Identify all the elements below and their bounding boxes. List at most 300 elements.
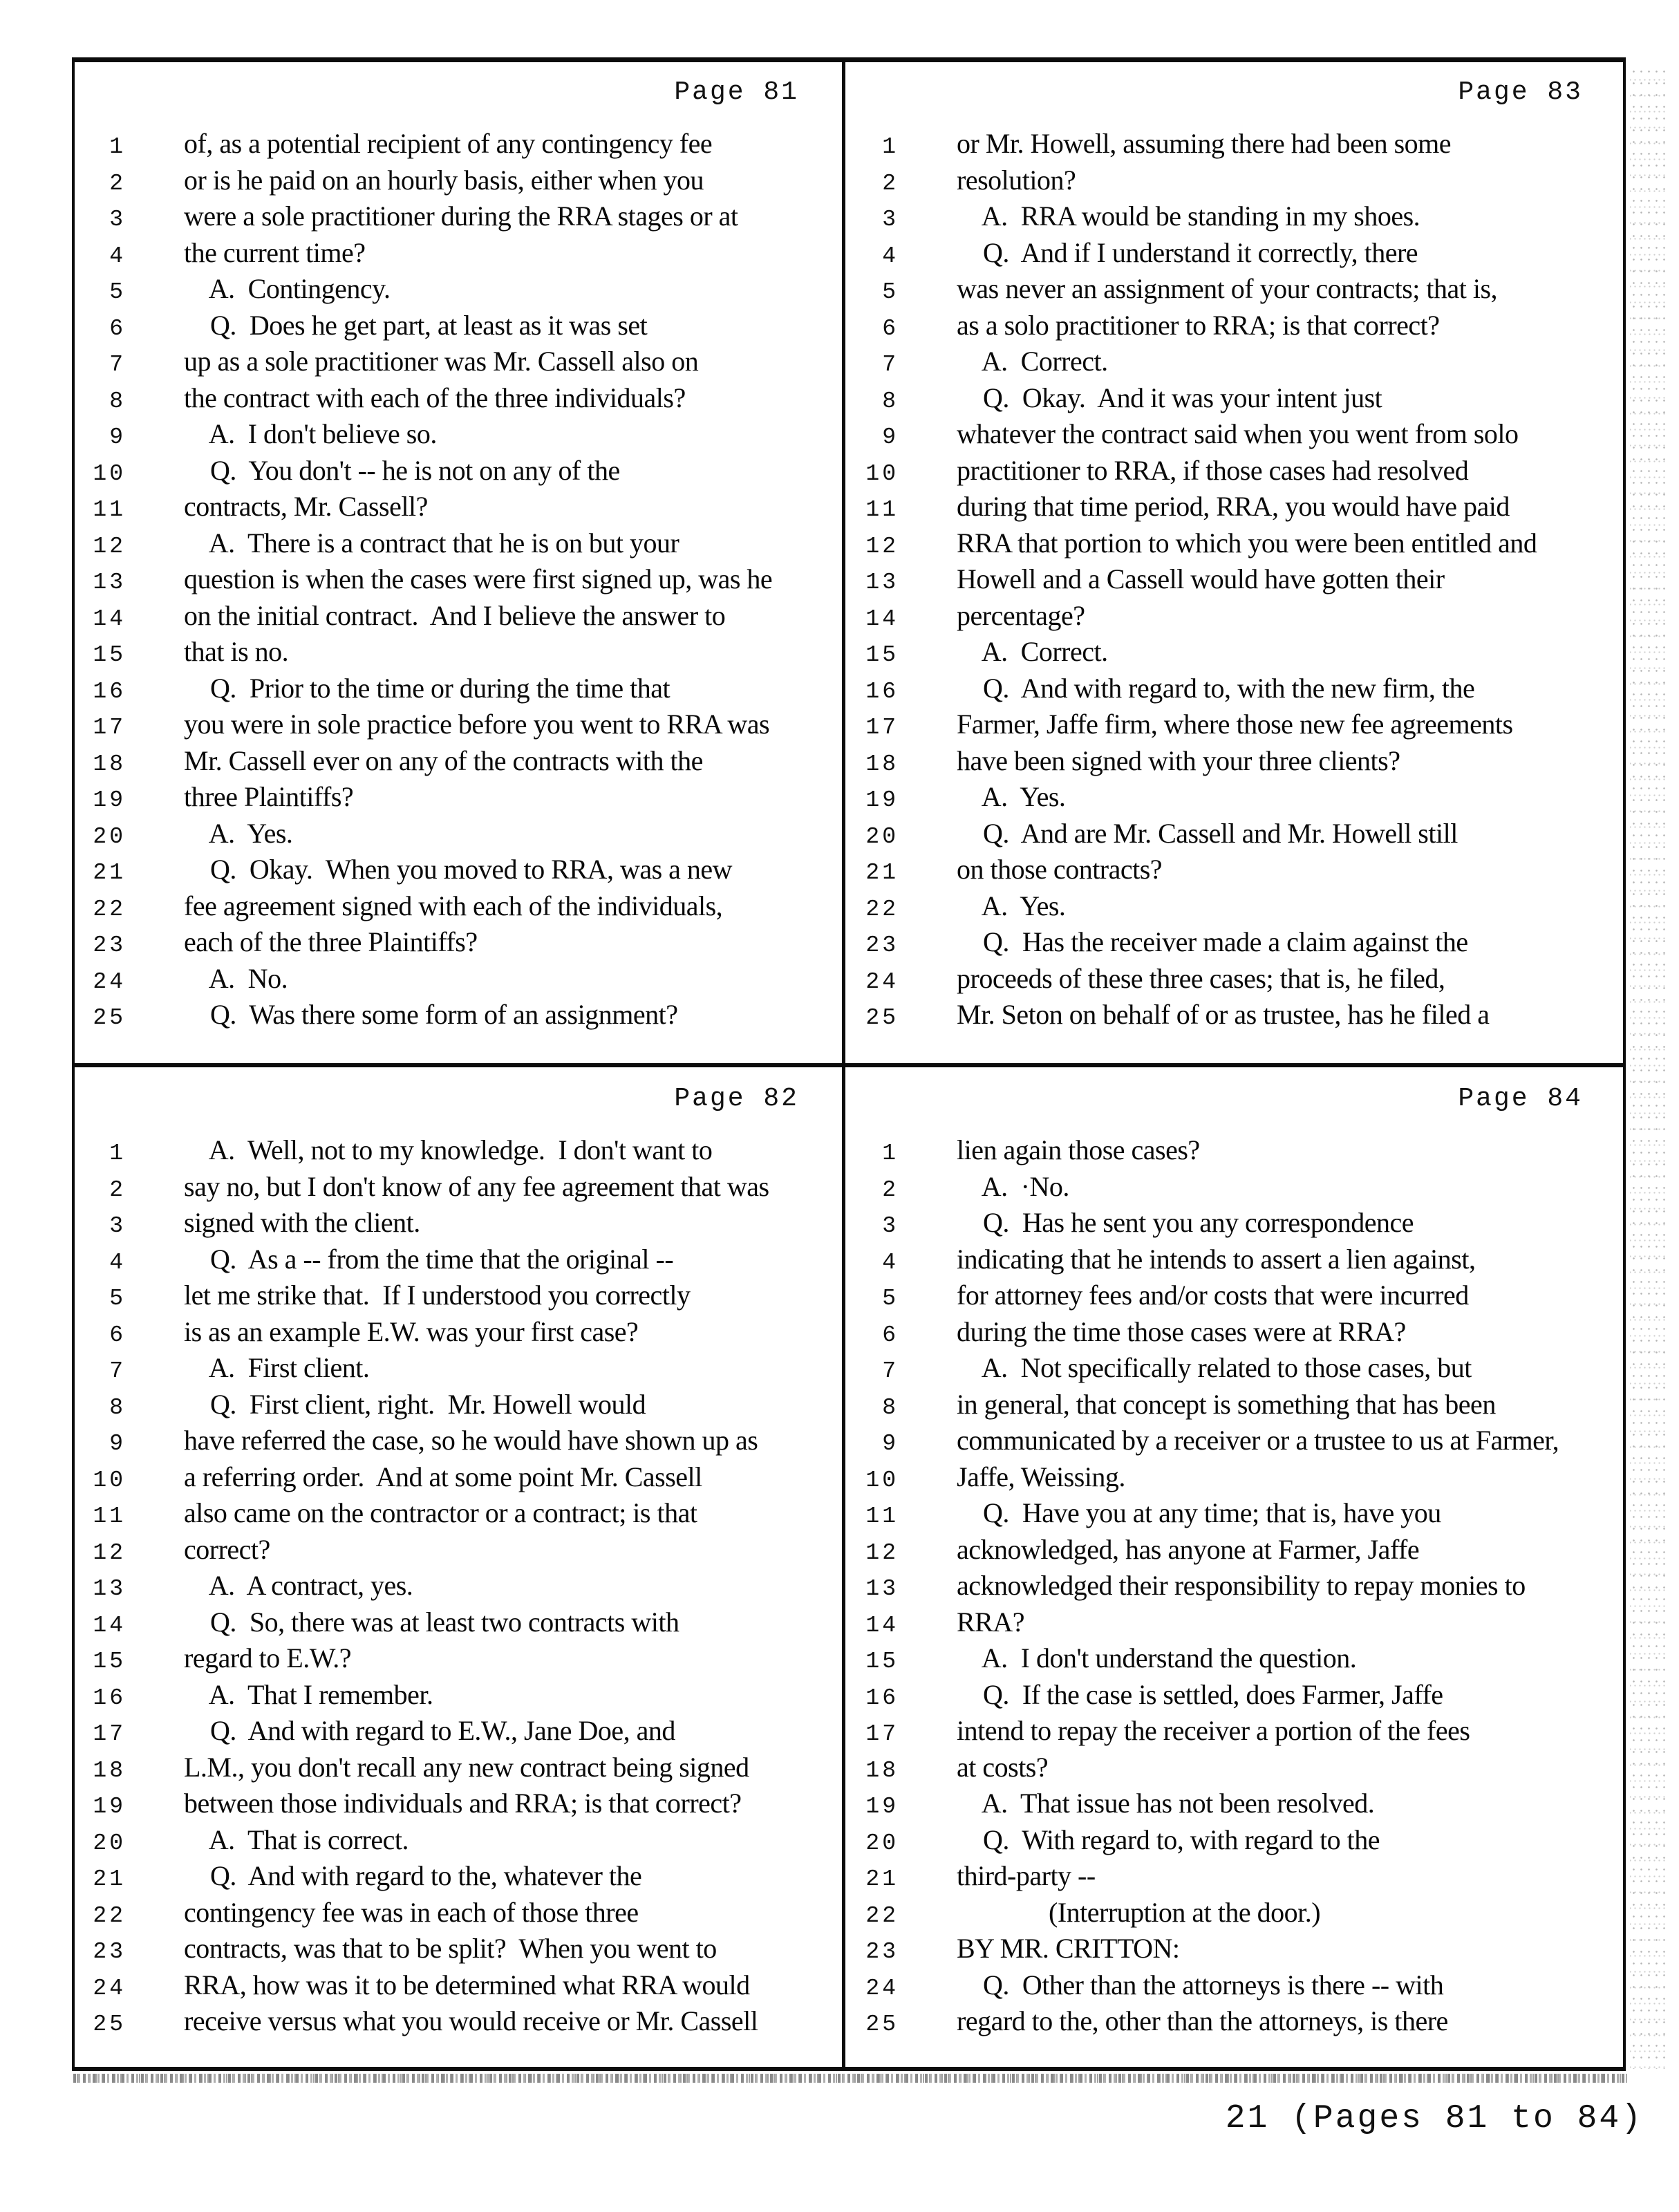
transcript-line bbox=[847, 1350, 1623, 1387]
line-text: of, as a potential recipient of any contingency fee bbox=[184, 128, 713, 159]
line-text: the contract with each of the three individuals? bbox=[184, 382, 686, 413]
line-text: or is he paid on an hourly basis, either when you bbox=[184, 164, 704, 196]
line-text: Q. Was there some form of an assignment? bbox=[184, 999, 678, 1030]
line-number: 12 bbox=[865, 1539, 899, 1566]
line-number: 14 bbox=[93, 1612, 126, 1638]
line-number: 9 bbox=[882, 424, 899, 450]
transcript-line bbox=[75, 1713, 839, 1750]
line-text: is as an example E.W. was your first case? bbox=[184, 1315, 639, 1347]
transcript-line bbox=[75, 1677, 839, 1714]
transcript-line bbox=[847, 271, 1623, 308]
line-number: 2 bbox=[109, 170, 126, 196]
transcript-line bbox=[847, 924, 1623, 961]
page-header: Page 82 bbox=[674, 1084, 799, 1114]
line-number: 5 bbox=[109, 279, 126, 305]
line-number: 21 bbox=[93, 860, 126, 885]
transcript-line bbox=[847, 1495, 1623, 1532]
transcript-line bbox=[847, 416, 1623, 453]
transcript-line bbox=[847, 634, 1623, 671]
line-number: 20 bbox=[865, 1830, 899, 1856]
transcript-line bbox=[847, 1314, 1623, 1351]
page-lines bbox=[75, 126, 839, 1033]
transcript-line bbox=[75, 1169, 839, 1206]
line-number: 6 bbox=[882, 315, 899, 341]
line-number: 17 bbox=[93, 715, 126, 740]
line-number: 24 bbox=[865, 968, 899, 995]
line-text: Q. Other than the attorneys is there -- with bbox=[957, 1969, 1444, 2000]
transcript-line bbox=[847, 1169, 1623, 1206]
transcript-line bbox=[75, 1459, 839, 1496]
line-number: 4 bbox=[109, 1249, 126, 1275]
transcript-line bbox=[847, 997, 1623, 1033]
line-number: 20 bbox=[93, 1830, 126, 1856]
line-text: three Plaintiffs? bbox=[184, 781, 354, 812]
page-lines bbox=[75, 1132, 839, 2040]
page-header: Page 84 bbox=[1458, 1084, 1583, 1114]
line-number: 17 bbox=[865, 1721, 899, 1747]
line-number: 13 bbox=[865, 570, 899, 595]
line-number: 10 bbox=[93, 1467, 126, 1493]
line-number: 18 bbox=[93, 1757, 126, 1783]
line-text: on those contracts? bbox=[957, 854, 1163, 885]
transcript-line bbox=[847, 489, 1623, 525]
line-text: Q. Does he get part, at least as it was set bbox=[184, 309, 648, 341]
line-text: (Interruption at the door.) bbox=[957, 1896, 1321, 1928]
line-number: 2 bbox=[882, 1177, 899, 1203]
transcript-line bbox=[847, 1132, 1623, 1169]
transcript-line bbox=[847, 1931, 1623, 1967]
line-number: 10 bbox=[865, 460, 899, 487]
line-number: 20 bbox=[865, 823, 899, 850]
transcript-line bbox=[847, 671, 1623, 707]
line-text: contracts, was that to be split? When you went to bbox=[184, 1933, 717, 1964]
transcript-line bbox=[847, 1750, 1623, 1786]
line-text: acknowledged their responsibility to repay monies to bbox=[957, 1570, 1526, 1601]
line-text: RRA, how was it to be determined what RRA would bbox=[184, 1969, 750, 2000]
transcript-line bbox=[75, 671, 839, 707]
line-text: regard to the, other than the attorneys, is there bbox=[957, 2005, 1448, 2036]
page-header: Page 81 bbox=[674, 77, 799, 107]
line-number: 7 bbox=[882, 1358, 899, 1384]
line-text: let me strike that. If I understood you correctly bbox=[184, 1280, 691, 1311]
line-number: 12 bbox=[93, 533, 126, 559]
line-text: A. Yes. bbox=[184, 817, 293, 849]
line-number: 13 bbox=[93, 570, 126, 595]
transcript-line bbox=[847, 779, 1623, 816]
transcript-line bbox=[75, 2003, 839, 2040]
line-number: 18 bbox=[865, 1757, 899, 1783]
line-number: 12 bbox=[865, 533, 899, 559]
line-number: 10 bbox=[93, 460, 126, 487]
line-number: 25 bbox=[93, 2012, 126, 2037]
line-number: 22 bbox=[865, 1902, 899, 1929]
scan-noise-right-edge bbox=[1630, 66, 1666, 2069]
line-number: 21 bbox=[93, 1866, 126, 1892]
transcript-line bbox=[75, 1604, 839, 1641]
line-text: were a sole practitioner during the RRA stages or at bbox=[184, 200, 738, 232]
line-number: 18 bbox=[93, 751, 126, 777]
line-number: 14 bbox=[93, 606, 126, 632]
transcript-line bbox=[75, 308, 839, 344]
line-number: 23 bbox=[865, 932, 899, 958]
transcript-line bbox=[847, 198, 1623, 235]
line-number: 2 bbox=[882, 170, 899, 196]
transcript-line bbox=[847, 1604, 1623, 1641]
line-number: 14 bbox=[865, 606, 899, 632]
line-text: Q. As a -- from the time that the original -- bbox=[184, 1243, 674, 1275]
line-number: 16 bbox=[865, 1685, 899, 1711]
line-text: signed with the client. bbox=[184, 1207, 420, 1238]
line-number: 15 bbox=[865, 642, 899, 668]
line-number: 23 bbox=[93, 932, 126, 958]
line-text: during the time those cases were at RRA? bbox=[957, 1315, 1406, 1347]
transcript-line bbox=[75, 924, 839, 961]
transcript-line bbox=[75, 816, 839, 852]
transcript-line bbox=[847, 525, 1623, 562]
line-text: or Mr. Howell, assuming there had been some bbox=[957, 128, 1452, 159]
transcript-line bbox=[75, 416, 839, 453]
line-text: the current time? bbox=[184, 236, 366, 268]
transcript-line bbox=[75, 1568, 839, 1604]
line-text: during that time period, RRA, you would have paid bbox=[957, 491, 1510, 522]
line-number: 22 bbox=[93, 896, 126, 922]
transcript-line bbox=[847, 1967, 1623, 2004]
transcript-line bbox=[847, 1677, 1623, 1714]
line-text: A. Correct. bbox=[957, 346, 1108, 377]
line-number: 8 bbox=[109, 388, 126, 414]
line-number: 25 bbox=[93, 1005, 126, 1031]
scan-noise-bottom-edge bbox=[73, 2074, 1627, 2083]
transcript-line bbox=[75, 1895, 839, 1931]
transcript-line bbox=[847, 1423, 1623, 1459]
line-text: A. That issue has not been resolved. bbox=[957, 1788, 1375, 1819]
line-number: 1 bbox=[882, 134, 899, 160]
transcript-line bbox=[75, 961, 839, 997]
line-text: Q. Okay. And it was your intent just bbox=[957, 382, 1382, 413]
transcript-line bbox=[75, 1132, 839, 1169]
line-number: 21 bbox=[865, 1866, 899, 1892]
line-number: 15 bbox=[93, 1649, 126, 1674]
transcript-line bbox=[75, 1423, 839, 1459]
line-text: Q. Has the receiver made a claim against the bbox=[957, 926, 1468, 957]
line-text: Q. Have you at any time; that is, have you bbox=[957, 1497, 1441, 1528]
transcript-line bbox=[75, 1387, 839, 1423]
line-text: have been signed with your three clients? bbox=[957, 744, 1400, 776]
line-number: 21 bbox=[865, 860, 899, 885]
line-text: RRA that portion to which you were been entitled and bbox=[957, 527, 1537, 559]
transcript-line bbox=[75, 1750, 839, 1786]
line-number: 24 bbox=[93, 968, 126, 995]
line-text: Q. Okay. When you moved to RRA, was a new bbox=[184, 854, 733, 885]
line-number: 10 bbox=[865, 1467, 899, 1493]
transcript-line bbox=[847, 816, 1623, 852]
transcript-line bbox=[847, 235, 1623, 272]
transcript-line bbox=[75, 198, 839, 235]
line-text: Q. So, there was at least two contracts with bbox=[184, 1606, 679, 1638]
transcript-line bbox=[847, 1895, 1623, 1931]
line-text: Q. First client, right. Mr. Howell would bbox=[184, 1388, 646, 1420]
transcript-line bbox=[847, 453, 1623, 489]
transcript-line bbox=[847, 1858, 1623, 1895]
line-number: 5 bbox=[109, 1286, 126, 1311]
line-number: 20 bbox=[93, 823, 126, 850]
line-number: 1 bbox=[882, 1141, 899, 1166]
line-number: 11 bbox=[865, 497, 899, 523]
transcript-line bbox=[847, 380, 1623, 417]
line-number: 7 bbox=[882, 352, 899, 377]
line-text: also came on the contractor or a contract; is that bbox=[184, 1497, 697, 1528]
transcript-line bbox=[847, 344, 1623, 380]
line-text: percentage? bbox=[957, 599, 1085, 631]
line-number: 23 bbox=[865, 1939, 899, 1965]
line-number: 8 bbox=[882, 1394, 899, 1421]
sheet-footer-page-range: 21 (Pages 81 to 84) bbox=[1225, 2100, 1643, 2137]
transcript-line bbox=[75, 1967, 839, 2004]
line-text: regard to E.W.? bbox=[184, 1642, 352, 1674]
line-number: 18 bbox=[865, 751, 899, 777]
transcript-line bbox=[847, 1532, 1623, 1568]
line-text: Jaffe, Weissing. bbox=[957, 1461, 1125, 1492]
line-number: 17 bbox=[865, 715, 899, 740]
line-number: 3 bbox=[109, 1213, 126, 1239]
line-text: proceeds of these three cases; that is, he filed, bbox=[957, 962, 1445, 994]
line-number: 8 bbox=[109, 1394, 126, 1421]
line-number: 9 bbox=[109, 1431, 126, 1456]
line-text: Q. Has he sent you any correspondence bbox=[957, 1207, 1414, 1238]
line-text: A. I don't understand the question. bbox=[957, 1642, 1357, 1674]
transcript-line bbox=[75, 126, 839, 162]
transcript-line bbox=[75, 852, 839, 888]
line-text: A. That I remember. bbox=[184, 1678, 433, 1710]
line-text: indicating that he intends to assert a lien against, bbox=[957, 1243, 1476, 1275]
line-number: 25 bbox=[865, 2012, 899, 2037]
line-text: each of the three Plaintiffs? bbox=[184, 926, 478, 957]
line-text: you were in sole practice before you went to RRA was bbox=[184, 709, 770, 740]
line-text: A. I don't believe so. bbox=[184, 418, 437, 449]
line-number: 4 bbox=[882, 1249, 899, 1275]
page-panel-82 bbox=[75, 1069, 839, 2065]
line-text: receive versus what you would receive or Mr. Cassell bbox=[184, 2005, 758, 2036]
line-text: acknowledged, has anyone at Farmer, Jaffe bbox=[957, 1533, 1420, 1565]
page-panel-83 bbox=[847, 62, 1623, 1062]
line-number: 19 bbox=[93, 1794, 126, 1819]
transcript-line bbox=[75, 1532, 839, 1568]
line-number: 16 bbox=[865, 678, 899, 704]
line-text: question is when the cases were first signed up, was he bbox=[184, 563, 773, 594]
line-text: lien again those cases? bbox=[957, 1134, 1200, 1165]
transcript-line bbox=[847, 1785, 1623, 1822]
line-text: whatever the contract said when you went from solo bbox=[957, 418, 1519, 449]
line-text: for attorney fees and/or costs that were incurred bbox=[957, 1280, 1469, 1311]
line-text: A. First client. bbox=[184, 1352, 370, 1383]
transcript-line bbox=[75, 1858, 839, 1895]
line-text: RRA? bbox=[957, 1606, 1024, 1638]
line-text: Howell and a Cassell would have gotten their bbox=[957, 563, 1445, 594]
line-number: 3 bbox=[882, 207, 899, 232]
transcript-line bbox=[847, 1459, 1623, 1496]
line-number: 15 bbox=[93, 642, 126, 668]
transcript-line bbox=[847, 2003, 1623, 2040]
line-number: 11 bbox=[93, 497, 126, 523]
line-number: 5 bbox=[882, 279, 899, 305]
line-text: Q. And with regard to the, whatever the bbox=[184, 1860, 642, 1891]
line-text: practitioner to RRA, if those cases had resolved bbox=[957, 454, 1469, 486]
transcript-line bbox=[847, 1277, 1623, 1314]
line-number: 5 bbox=[882, 1286, 899, 1311]
transcript-line bbox=[75, 525, 839, 562]
line-number: 11 bbox=[93, 1503, 126, 1529]
line-text: Q. You don't -- he is not on any of the bbox=[184, 454, 620, 486]
page-lines bbox=[847, 126, 1623, 1033]
line-text: A. Correct. bbox=[957, 636, 1108, 667]
line-text: A. ·No. bbox=[957, 1170, 1069, 1202]
line-text: Mr. Cassell ever on any of the contracts with the bbox=[184, 744, 703, 776]
line-number: 6 bbox=[109, 1322, 126, 1348]
page-panel-84 bbox=[847, 1069, 1623, 2065]
line-text: A. RRA would be standing in my shoes. bbox=[957, 200, 1420, 232]
transcript-line bbox=[75, 779, 839, 816]
line-number: 4 bbox=[882, 243, 899, 269]
line-text: Q. If the case is settled, does Farmer, Jaffe bbox=[957, 1678, 1443, 1710]
transcript-line bbox=[847, 1387, 1623, 1423]
line-number: 6 bbox=[109, 315, 126, 341]
line-number: 24 bbox=[93, 1975, 126, 2001]
line-number: 3 bbox=[882, 1213, 899, 1239]
transcript-line bbox=[75, 162, 839, 199]
row-divider-line bbox=[72, 1063, 1626, 1067]
page-panel-81 bbox=[75, 62, 839, 1062]
line-text: in general, that concept is something that has been bbox=[957, 1388, 1496, 1420]
line-text: at costs? bbox=[957, 1751, 1049, 1783]
transcript-line bbox=[847, 308, 1623, 344]
line-number: 24 bbox=[865, 1975, 899, 2001]
line-text: BY MR. CRITTON: bbox=[957, 1933, 1180, 1964]
transcript-line bbox=[75, 598, 839, 635]
line-text: A. There is a contract that he is on but your bbox=[184, 527, 679, 559]
line-text: Mr. Seton on behalf of or as trustee, has he filed a bbox=[957, 999, 1490, 1030]
line-text: Farmer, Jaffe firm, where those new fee agreements bbox=[957, 709, 1513, 740]
line-text: say no, but I don't know of any fee agreement that was bbox=[184, 1170, 769, 1202]
line-text: correct? bbox=[184, 1533, 270, 1565]
page-header: Page 83 bbox=[1458, 77, 1583, 107]
line-text: communicated by a receiver or a trustee to us at Farmer, bbox=[957, 1425, 1559, 1456]
line-text: between those individuals and RRA; is that correct? bbox=[184, 1788, 742, 1819]
line-text: Q. And are Mr. Cassell and Mr. Howell still bbox=[957, 817, 1458, 849]
line-text: have referred the case, so he would have shown up as bbox=[184, 1425, 758, 1456]
transcript-line bbox=[847, 706, 1623, 743]
line-text: A. No. bbox=[184, 962, 288, 994]
transcript-line bbox=[847, 1205, 1623, 1241]
transcript-line bbox=[75, 1822, 839, 1859]
line-text: A. A contract, yes. bbox=[184, 1570, 413, 1601]
line-number: 19 bbox=[865, 787, 899, 813]
transcript-line bbox=[75, 1277, 839, 1314]
transcript-line bbox=[75, 1495, 839, 1532]
transcript-line bbox=[75, 743, 839, 780]
line-text: fee agreement signed with each of the individuals, bbox=[184, 890, 723, 921]
transcript-line bbox=[75, 997, 839, 1033]
line-text: L.M., you don't recall any new contract being signed bbox=[184, 1751, 749, 1783]
line-text: intend to repay the receiver a portion of the fees bbox=[957, 1715, 1470, 1746]
line-text: Q. Prior to the time or during the time that bbox=[184, 672, 670, 704]
transcript-line bbox=[847, 1241, 1623, 1278]
transcript-line bbox=[75, 1931, 839, 1967]
line-text: as a solo practitioner to RRA; is that correct? bbox=[957, 309, 1440, 341]
transcript-line bbox=[847, 743, 1623, 780]
transcript-line bbox=[75, 380, 839, 417]
line-text: a referring order. And at some point Mr. Cassell bbox=[184, 1461, 702, 1492]
line-number: 13 bbox=[865, 1576, 899, 1602]
transcript-line bbox=[75, 1205, 839, 1241]
transcript-line bbox=[75, 888, 839, 925]
transcript-line bbox=[847, 598, 1623, 635]
line-number: 6 bbox=[882, 1322, 899, 1348]
transcript-line bbox=[847, 961, 1623, 997]
line-number: 4 bbox=[109, 243, 126, 269]
transcript-line bbox=[75, 271, 839, 308]
line-text: Q. And if I understand it correctly, there bbox=[957, 236, 1418, 268]
line-text: resolution? bbox=[957, 164, 1076, 196]
transcript-line bbox=[75, 1314, 839, 1351]
line-number: 7 bbox=[109, 1358, 126, 1384]
transcript-line bbox=[75, 1350, 839, 1387]
line-number: 8 bbox=[882, 388, 899, 414]
line-text: A. Yes. bbox=[957, 890, 1066, 921]
transcript-line bbox=[75, 706, 839, 743]
line-text: A. That is correct. bbox=[184, 1824, 409, 1855]
line-text: A. Not specifically related to those cases, but bbox=[957, 1352, 1472, 1383]
line-number: 13 bbox=[93, 1576, 126, 1602]
line-number: 22 bbox=[93, 1902, 126, 1929]
transcript-line bbox=[847, 1640, 1623, 1677]
transcript-line bbox=[847, 1822, 1623, 1859]
line-number: 2 bbox=[109, 1177, 126, 1203]
line-text: A. Contingency. bbox=[184, 273, 391, 304]
transcript-line bbox=[75, 634, 839, 671]
line-number: 19 bbox=[865, 1794, 899, 1819]
transcript-line bbox=[75, 1785, 839, 1822]
transcript-line bbox=[847, 1713, 1623, 1750]
line-number: 17 bbox=[93, 1721, 126, 1747]
transcript-line bbox=[847, 561, 1623, 598]
line-number: 22 bbox=[865, 896, 899, 922]
transcript-line bbox=[75, 344, 839, 380]
transcript-line bbox=[847, 126, 1623, 162]
line-number: 11 bbox=[865, 1503, 899, 1529]
transcript-line bbox=[75, 453, 839, 489]
line-number: 14 bbox=[865, 1612, 899, 1638]
line-number: 16 bbox=[93, 1685, 126, 1711]
line-text: on the initial contract. And I believe the answer to bbox=[184, 599, 726, 631]
transcript-line bbox=[847, 1568, 1623, 1604]
line-number: 25 bbox=[865, 1005, 899, 1031]
transcript-line bbox=[75, 489, 839, 525]
line-text: contracts, Mr. Cassell? bbox=[184, 491, 428, 522]
line-text: was never an assignment of your contracts; that is, bbox=[957, 273, 1498, 304]
line-text: Q. And with regard to, with the new firm, the bbox=[957, 672, 1475, 704]
transcript-line bbox=[75, 235, 839, 272]
line-number: 19 bbox=[93, 787, 126, 813]
line-number: 1 bbox=[109, 1141, 126, 1166]
line-number: 7 bbox=[109, 352, 126, 377]
line-text: A. Well, not to my knowledge. I don't want to bbox=[184, 1134, 713, 1165]
transcript-line bbox=[75, 561, 839, 598]
page-lines bbox=[847, 1132, 1623, 2040]
transcript-line bbox=[75, 1640, 839, 1677]
transcript-line bbox=[847, 852, 1623, 888]
line-text: A. Yes. bbox=[957, 781, 1066, 812]
transcript-line bbox=[75, 1241, 839, 1278]
